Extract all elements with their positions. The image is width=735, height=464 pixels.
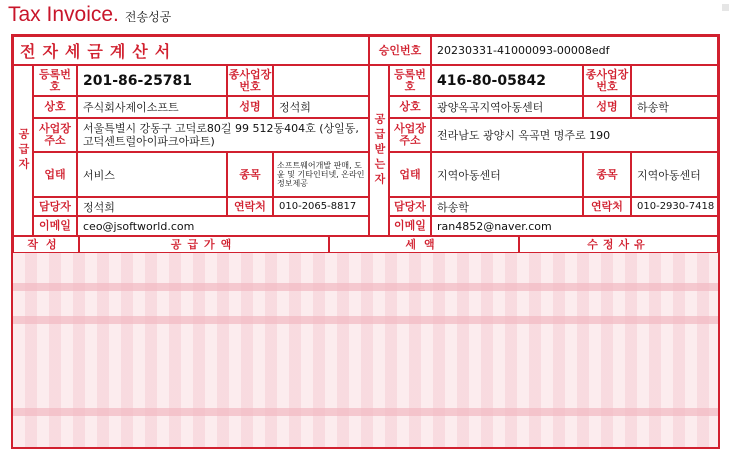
- supplier-branch-label: 종사업장번호: [227, 65, 273, 96]
- supplier-item-label: 종목: [227, 152, 273, 197]
- supplier-item: 소프트웨어개발 판매, 도윤 및 기타인터넷, 온라인정보제공: [273, 152, 369, 197]
- tax-invoice: [11, 34, 720, 449]
- receiver-item-label: 종목: [583, 152, 631, 197]
- invoice-title: 전자세금계산서: [13, 36, 369, 65]
- supplier-business: 서비스: [77, 152, 227, 197]
- supplier-reg-label: 등록번호: [33, 65, 77, 96]
- approval-label: 승인번호: [369, 36, 431, 65]
- receiver-company: 광양옥곡지역아동센터: [431, 96, 583, 118]
- receiver-name: 하송학: [631, 96, 718, 118]
- approval-number: 20230331-41000093-00008edf: [431, 36, 718, 65]
- status-text: 전송성공: [124, 10, 172, 24]
- receiver-manager: 하송학: [431, 197, 583, 216]
- supplier-name-label: 성명: [227, 96, 273, 118]
- supplier-manager: 정석희: [77, 197, 227, 216]
- supplier-reg-no: 201-86-25781: [77, 65, 227, 96]
- supplier-manager-label: 담당자: [33, 197, 77, 216]
- supplier-branch-no: [273, 65, 369, 96]
- revision-reason-label: 수정사유: [519, 236, 718, 253]
- receiver-email[interactable]: ran4852@naver.com: [431, 216, 718, 236]
- receiver-section-label: 공급받는자: [369, 65, 389, 236]
- date-label: 작성: [13, 236, 79, 253]
- supplier-company-label: 상호: [33, 96, 77, 118]
- supply-amount-label: 공급가액: [79, 236, 329, 253]
- page-title: Tax Invoice.: [8, 3, 119, 26]
- receiver-branch-no: [631, 65, 718, 96]
- supplier-email[interactable]: ceo@jsoftworld.com: [77, 216, 369, 236]
- supplier-section-label: 공급자: [13, 65, 33, 236]
- receiver-business: 지역아동센터: [431, 152, 583, 197]
- supplier-company: 주식회사제이소프트: [77, 96, 227, 118]
- receiver-branch-label: 종사업장번호: [583, 65, 631, 96]
- supplier-address-label: 사업장주소: [33, 118, 77, 152]
- receiver-name-label: 성명: [583, 96, 631, 118]
- blurred-stripe: [13, 316, 718, 324]
- receiver-company-label: 상호: [389, 96, 431, 118]
- receiver-item: 지역아동센터: [631, 152, 718, 197]
- receiver-reg-no: 416-80-05842: [431, 65, 583, 96]
- page-header: [8, 3, 171, 29]
- receiver-manager-label: 담당자: [389, 197, 431, 216]
- receiver-email-label: 이메일: [389, 216, 431, 236]
- blurred-stripe: [13, 283, 718, 291]
- supplier-contact: 010-2065-8817: [273, 197, 369, 216]
- supplier-address: 서울특별시 강동구 고덕로80길 99 512동404호 (상일동, 고덕센트럴아이파크아파트): [77, 118, 369, 152]
- supplier-business-label: 업태: [33, 152, 77, 197]
- supplier-contact-label: 연락처: [227, 197, 273, 216]
- receiver-contact: 010-2930-7418: [631, 197, 718, 216]
- corner-box: [722, 4, 729, 11]
- supplier-name: 정석희: [273, 96, 369, 118]
- receiver-reg-label: 등록번호: [389, 65, 431, 96]
- tax-amount-label: 세액: [329, 236, 519, 253]
- receiver-business-label: 업태: [389, 152, 431, 197]
- blurred-stripe: [13, 408, 718, 416]
- receiver-address: 전라남도 광양시 옥곡면 명주로 190: [431, 118, 718, 152]
- receiver-address-label: 사업장주소: [389, 118, 431, 152]
- supplier-email-label: 이메일: [33, 216, 77, 236]
- receiver-contact-label: 연락처: [583, 197, 631, 216]
